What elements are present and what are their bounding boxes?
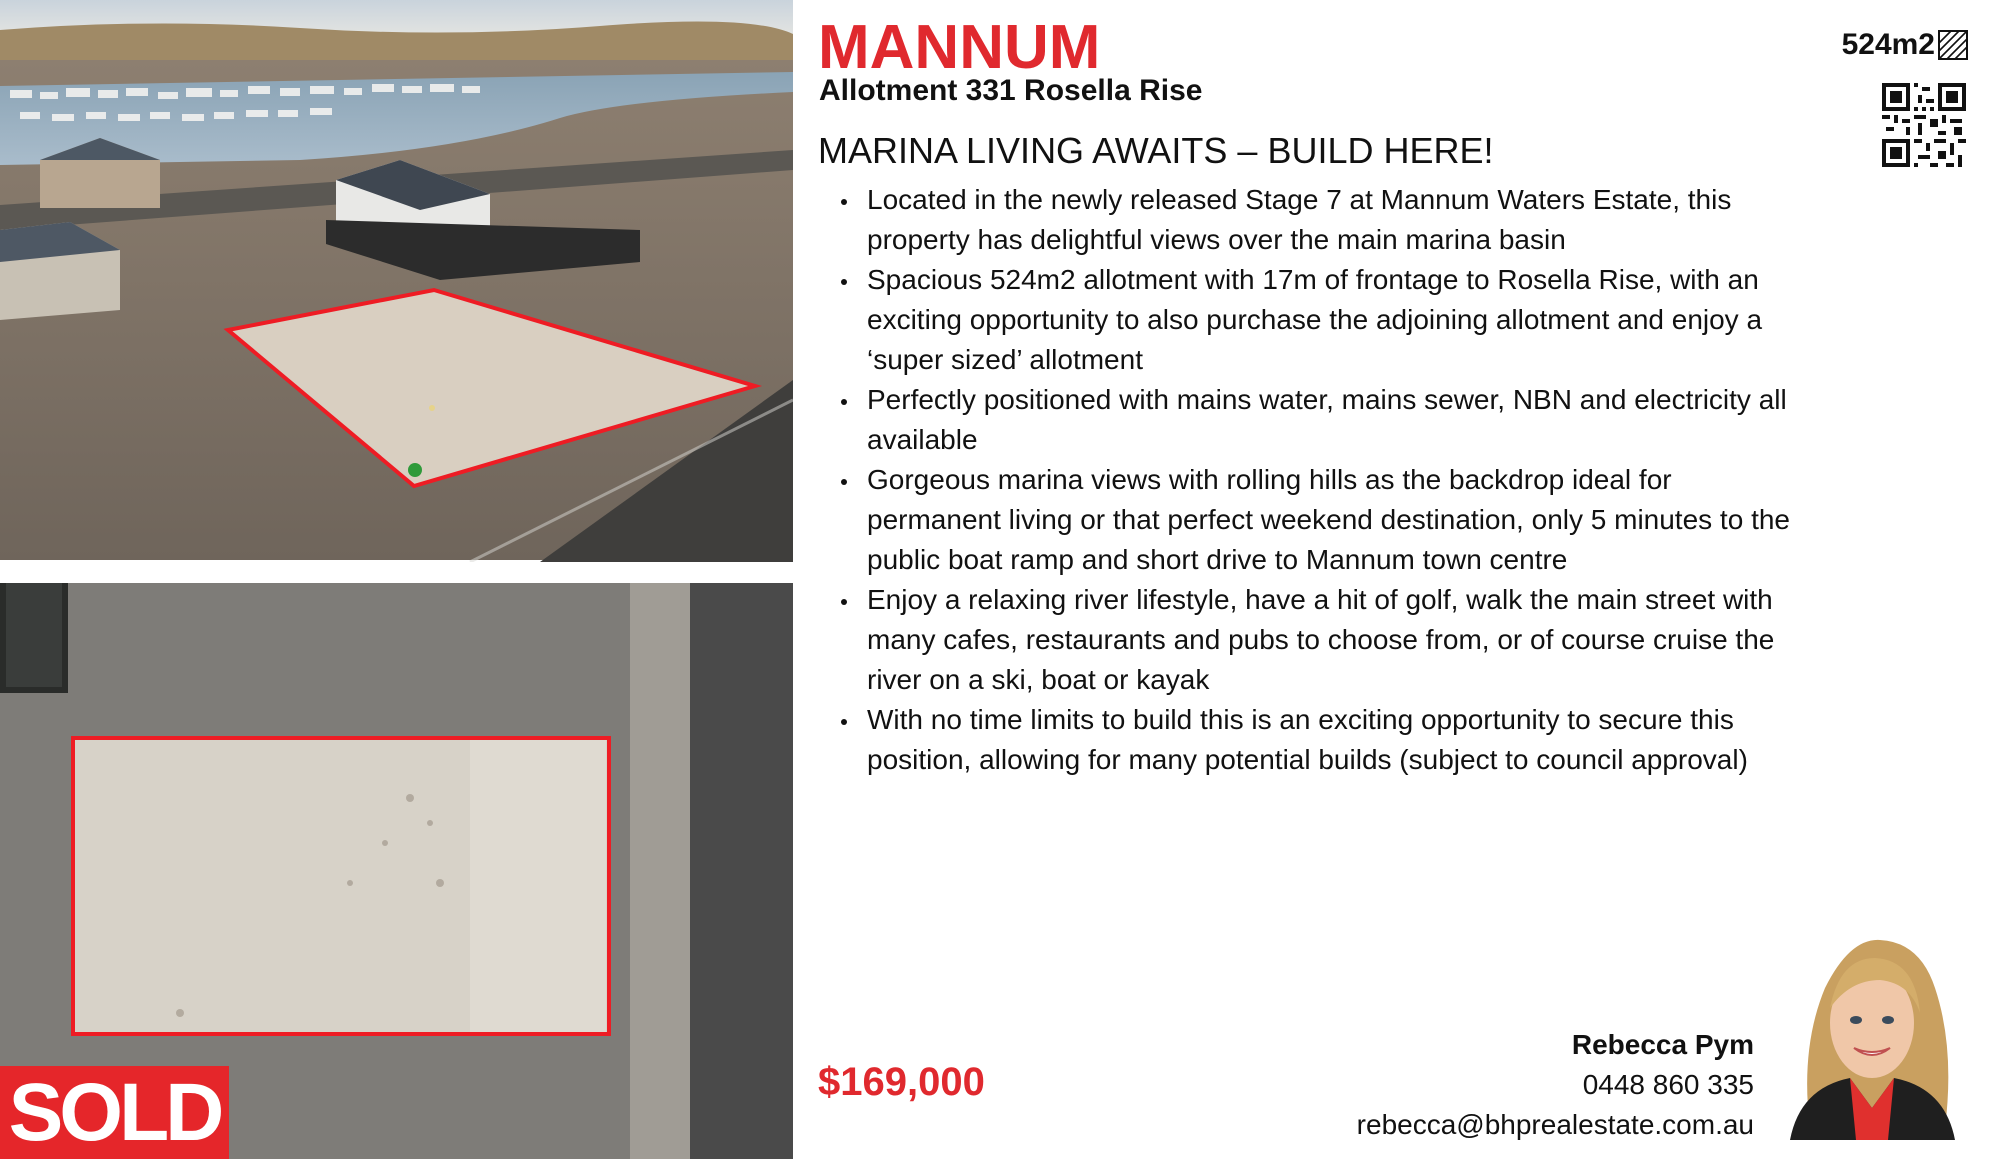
agent-phone[interactable]: 0448 860 335: [1582, 1069, 1754, 1100]
feature-item: Perfectly positioned with mains water, mains sewer, NBN and electricity all available: [818, 380, 1798, 460]
feature-item: Located in the newly released Stage 7 at Mannum Waters Estate, this property has delightful views over the main marina basin: [818, 180, 1798, 260]
suburb-title: MANNUM: [818, 13, 1101, 82]
agent-photo: [1770, 928, 1970, 1140]
feature-list: [818, 180, 1798, 780]
agent-contact: [1357, 1025, 1754, 1145]
land-area: [1842, 28, 1969, 62]
feature-item: Spacious 524m2 allotment with 17m of frontage to Rosella Rise, with an exciting opportunity to also purchase the adjoining allotment and enjoy a ‘super sized’ allotment: [818, 260, 1798, 380]
qr-code-icon[interactable]: [1882, 83, 1966, 167]
listing-headline: MARINA LIVING AWAITS – BUILD HERE!: [818, 130, 1494, 171]
agent-email[interactable]: rebecca@bhprealestate.com.au: [1356, 1109, 1754, 1140]
feature-item: With no time limits to build this is an exciting opportunity to secure this position, allowing for many potential builds (subject to council approval): [818, 700, 1798, 780]
feature-item: Enjoy a relaxing river lifestyle, have a hit of golf, walk the main street with many cafes, restaurants and pubs to choose from, or of course cruise the river on a ski, boat or kayak: [818, 580, 1798, 700]
feature-item: Gorgeous marina views with rolling hills as the backdrop ideal for permanent living or that perfect weekend destination, only 5 minutes to the public boat ramp and short drive to Mannum town centre: [818, 460, 1798, 580]
property-address: Allotment 331 Rosella Rise: [819, 74, 1203, 107]
price: $169,000: [818, 1060, 985, 1104]
agent-name: Rebecca Pym: [1571, 1029, 1754, 1060]
land-area-icon: [1937, 29, 1969, 61]
land-area-value: 524m2: [1841, 28, 1935, 61]
aerial-photo-oblique: [0, 0, 793, 562]
sold-badge: SOLD: [0, 1066, 229, 1159]
